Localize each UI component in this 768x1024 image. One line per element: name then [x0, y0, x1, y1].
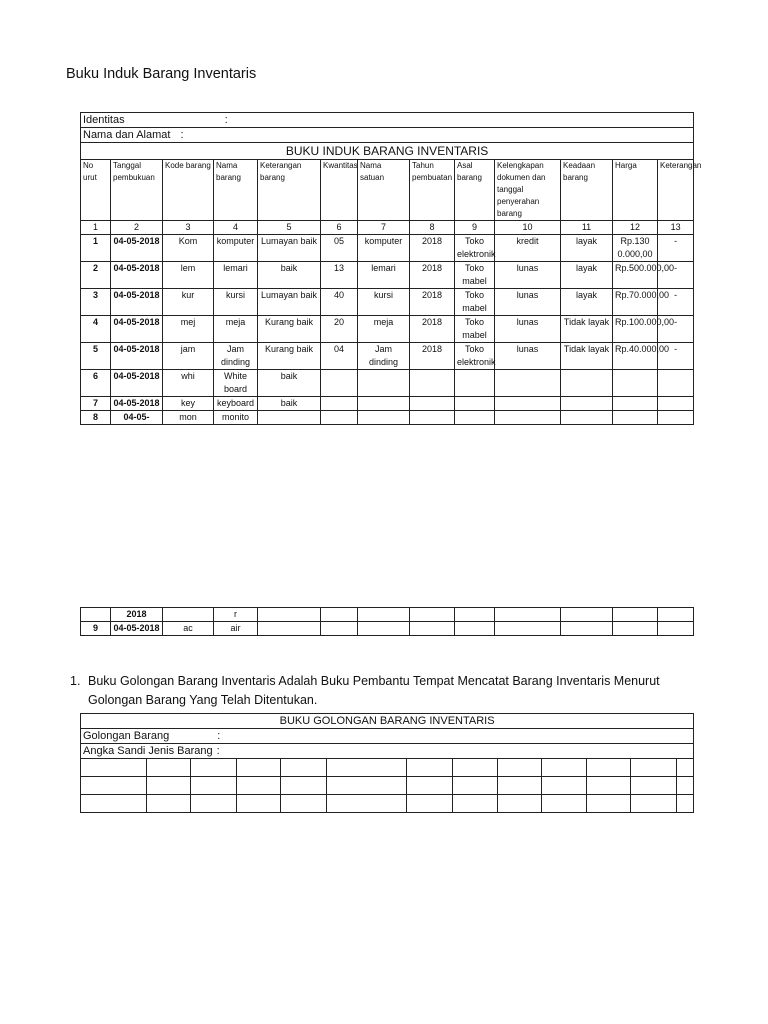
cell-keterangan-barang: baik [258, 370, 321, 397]
table-row [81, 316, 694, 343]
cell-harga [613, 397, 658, 411]
cell-kwantitas [321, 370, 358, 397]
cell-kelengkapan [495, 397, 561, 411]
cell-no: 1 [81, 235, 111, 262]
cell-nama: Jam dinding [214, 343, 258, 370]
cell-tanggal: 04-05-2018 [111, 397, 163, 411]
col-number: 4 [214, 221, 258, 235]
cell-kelengkapan: lunas [495, 262, 561, 289]
cell-kwantitas: 04 [321, 343, 358, 370]
col-header: Kelengkapan dokumen dan tanggal penyerahan barang [495, 160, 561, 221]
cell-keadaan: Tidak layak [561, 316, 613, 343]
col-header: Keterangan [658, 160, 694, 221]
cell-keterangan-barang: Kurang baik [258, 316, 321, 343]
identitas-label: Identitas [83, 114, 125, 126]
table-row [81, 622, 694, 636]
angka-sandi-row [81, 744, 694, 759]
cell-tahun [410, 370, 455, 397]
cell-nama: lemari [214, 262, 258, 289]
cell-tanggal: 2018 [111, 608, 163, 622]
cell-kwantitas: 13 [321, 262, 358, 289]
cell-keterangan [658, 370, 694, 397]
cell-keterangan [658, 397, 694, 411]
table-row [81, 343, 694, 370]
nama-alamat-row [81, 128, 694, 143]
list-text: Buku Golongan Barang Inventaris Adalah Buku Pembantu Tempat Mencatat Barang Inventaris Menurut Golongan Barang Yang Telah Ditentukan. [88, 674, 660, 707]
cell-no: 9 [81, 622, 111, 636]
cell-kwantitas: 40 [321, 289, 358, 316]
cell-harga: Rp.40.000,00 [613, 343, 658, 370]
cell-harga: Rp.130 0.000,00 [613, 235, 658, 262]
cell-tanggal: 04-05-2018 [111, 622, 163, 636]
col-header: Tanggal pembukuan [111, 160, 163, 221]
cell-tahun [410, 397, 455, 411]
cell-nama: air [214, 622, 258, 636]
nama-alamat-label: Nama dan Alamat [83, 129, 171, 141]
cell-kelengkapan: lunas [495, 316, 561, 343]
header-row [81, 160, 694, 221]
table-row [81, 289, 694, 316]
table-row [81, 397, 694, 411]
cell-nama: meja [214, 316, 258, 343]
col-number: 11 [561, 221, 613, 235]
cell-kelengkapan: lunas [495, 343, 561, 370]
page-title: Buku Induk Barang Inventaris [66, 66, 257, 82]
cell-no: 2 [81, 262, 111, 289]
cell-tanggal: 04-05-2018 [111, 316, 163, 343]
cell-tanggal: 04-05-2018 [111, 289, 163, 316]
cell-tahun: 2018 [410, 343, 455, 370]
cell-asal: Toko elektronik [455, 343, 495, 370]
col-header: Tahun pembuatan [410, 160, 455, 221]
cell-satuan: kursi [358, 289, 410, 316]
cell-no: 6 [81, 370, 111, 397]
cell-asal: Toko elektronik [455, 235, 495, 262]
cell-no: 5 [81, 343, 111, 370]
golongan-colon: : [217, 730, 221, 742]
cell-kode: mon [163, 411, 214, 425]
cell-satuan: lemari [358, 262, 410, 289]
col-number: 13 [658, 221, 694, 235]
col-number: 7 [358, 221, 410, 235]
cell-kode: whi [163, 370, 214, 397]
cell-asal [455, 397, 495, 411]
table-row [81, 370, 694, 397]
cell-keterangan-barang: baik [258, 397, 321, 411]
cell-harga: Rp.500.000,00 [613, 262, 658, 289]
cell-no: 7 [81, 397, 111, 411]
col-header: Harga [613, 160, 658, 221]
cell-kode: key [163, 397, 214, 411]
cell-tanggal: 04-05-2018 [111, 235, 163, 262]
cell-kelengkapan: lunas [495, 289, 561, 316]
cell-keterangan-barang: Lumayan baik [258, 235, 321, 262]
cell-keterangan-barang: baik [258, 262, 321, 289]
cell-kode: mej [163, 316, 214, 343]
cell-tahun: 2018 [410, 289, 455, 316]
cell-tanggal: 04-05-2018 [111, 343, 163, 370]
col-header: Asal barang [455, 160, 495, 221]
table-row [81, 235, 694, 262]
col-number: 5 [258, 221, 321, 235]
cell-nama: monito [214, 411, 258, 425]
cell-tanggal: 04-05-2018 [111, 370, 163, 397]
cell-no: 8 [81, 411, 111, 425]
cell-tahun: 2018 [410, 235, 455, 262]
nama-alamat-colon: : [180, 129, 184, 141]
cell-kode: jam [163, 343, 214, 370]
cell-nama: r [214, 608, 258, 622]
cell-keadaan: layak [561, 235, 613, 262]
cell-asal: Toko mabel [455, 289, 495, 316]
cell-harga [613, 370, 658, 397]
cell-keadaan [561, 370, 613, 397]
cell-asal: Toko mabel [455, 316, 495, 343]
table-row [81, 262, 694, 289]
cell-harga: Rp.100.000,00 [613, 316, 658, 343]
col-number: 9 [455, 221, 495, 235]
angka-sandi-colon: : [216, 745, 220, 757]
cell-kode: ac [163, 622, 214, 636]
cell-nama: White board [214, 370, 258, 397]
golongan-row [81, 729, 694, 744]
inventory-table-continued [80, 607, 694, 636]
cell-tahun: 2018 [410, 316, 455, 343]
cell-satuan: komputer [358, 235, 410, 262]
cell-keterangan-barang: Lumayan baik [258, 289, 321, 316]
cell-nama: kursi [214, 289, 258, 316]
col-number: 2 [111, 221, 163, 235]
cell-keadaan: layak [561, 262, 613, 289]
empty-row [81, 777, 694, 795]
col-header: Keadaan barang [561, 160, 613, 221]
cell-tanggal: 04-05-2018 [111, 262, 163, 289]
cell-keadaan: Tidak layak [561, 343, 613, 370]
table-row [81, 608, 694, 622]
col-number: 1 [81, 221, 111, 235]
col-header: Kode barang [163, 160, 214, 221]
golongan-table [80, 713, 694, 813]
cell-nama: keyboard [214, 397, 258, 411]
cell-kelengkapan: kredit [495, 235, 561, 262]
col-header: Nama barang [214, 160, 258, 221]
cell-kelengkapan [495, 370, 561, 397]
cell-kode: lem [163, 262, 214, 289]
identitas-row [81, 113, 694, 128]
cell-keterangan-barang: Kurang baik [258, 343, 321, 370]
identitas-colon: : [224, 114, 228, 126]
cell-asal: Toko mabel [455, 262, 495, 289]
cell-satuan: Jam dinding [358, 343, 410, 370]
cell-kode: Kom [163, 235, 214, 262]
golongan-table-title: BUKU GOLONGAN BARANG INVENTARIS [81, 714, 694, 729]
angka-sandi-label: Angka Sandi Jenis Barang [83, 745, 213, 757]
cell-satuan [358, 397, 410, 411]
cell-satuan: meja [358, 316, 410, 343]
list-number: 1. [70, 674, 81, 688]
col-number: 12 [613, 221, 658, 235]
col-header: Keterangan barang [258, 160, 321, 221]
empty-row [81, 795, 694, 813]
numbered-paragraph [70, 672, 710, 710]
cell-no: 4 [81, 316, 111, 343]
cell-nama: komputer [214, 235, 258, 262]
col-header: Nama satuan [358, 160, 410, 221]
cell-harga: Rp.70.000,00 [613, 289, 658, 316]
cell-keterangan: - [658, 316, 694, 343]
cell-keadaan: layak [561, 289, 613, 316]
cell-keterangan: - [658, 343, 694, 370]
col-header: Kwantitas [321, 160, 358, 221]
cell-asal [455, 370, 495, 397]
col-number: 6 [321, 221, 358, 235]
cell-kwantitas: 05 [321, 235, 358, 262]
cell-kode: kur [163, 289, 214, 316]
cell-keterangan: - [658, 235, 694, 262]
table-title: BUKU INDUK BARANG INVENTARIS [81, 143, 694, 160]
cell-kwantitas: 20 [321, 316, 358, 343]
inventory-table [80, 112, 702, 425]
col-number: 10 [495, 221, 561, 235]
cell-tanggal: 04-05- [111, 411, 163, 425]
cell-no: 3 [81, 289, 111, 316]
empty-row [81, 759, 694, 777]
golongan-label: Golongan Barang [83, 730, 170, 742]
cell-kwantitas [321, 397, 358, 411]
col-number: 3 [163, 221, 214, 235]
cell-tahun: 2018 [410, 262, 455, 289]
col-number: 8 [410, 221, 455, 235]
cell-keterangan: - [658, 289, 694, 316]
cell-keadaan [561, 397, 613, 411]
table-row [81, 411, 694, 425]
cell-satuan [358, 370, 410, 397]
col-header: No urut [81, 160, 111, 221]
column-number-row [81, 221, 694, 235]
cell-keterangan: - [658, 262, 694, 289]
